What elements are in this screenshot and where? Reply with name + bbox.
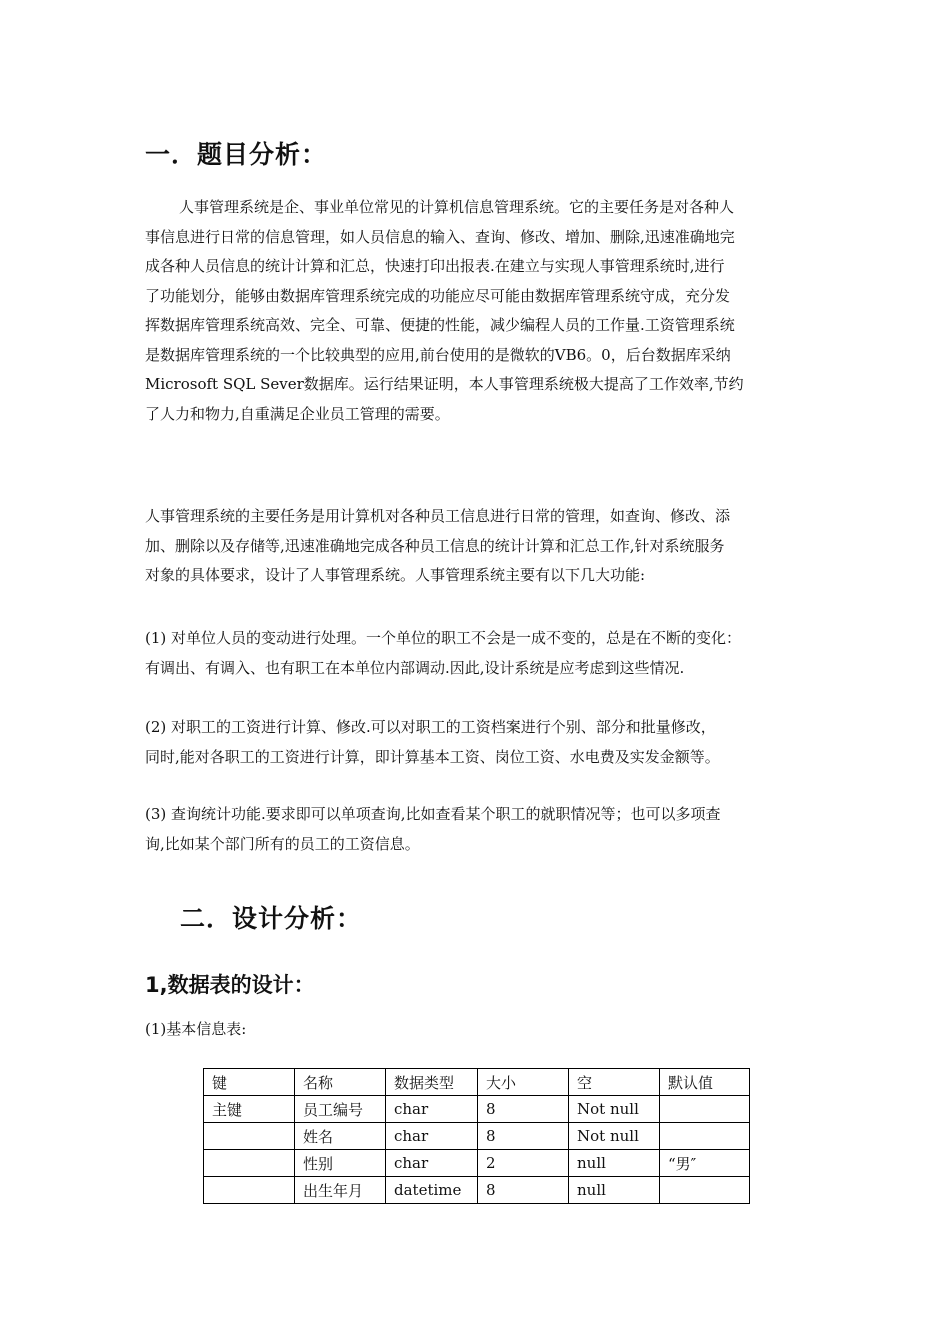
text-line: (1) 对单位人员的变动进行处理。一个单位的职工不会是一成不变的，总是在不断的变化： [145,629,742,647]
header-cell: 名称 [295,1069,386,1096]
text-line: 对象的具体要求，设计了人事管理系统。人事管理系统主要有以下几大功能: [145,566,646,584]
table-row [204,1177,750,1204]
text-line: 同时,能对各职工的工资进行计算，即计算基本工资、岗位工资、水电费及实发金额等。 [145,747,720,766]
section-1-heading: 一．题目分析： [145,140,328,169]
text-line: 是数据库管理系统的一个比较典型的应用,前台使用的是微软的VB6。0，后台数据库采纳 [145,345,731,364]
list-item-3 [145,800,825,859]
text-line: 事信息进行日常的信息管理，如人员信息的输入、查询、修改、增加、删除,迅速准确地完 [145,227,735,246]
header-cell: 键 [204,1069,295,1096]
text-line: 有调出、有调入、也有职工在本单位内部调动.因此,设计系统是应考虑到这些情况. [145,658,685,677]
table-cell: 2 [478,1150,569,1177]
table-cell [660,1096,750,1123]
table-cell: “男″ [660,1150,750,1177]
table-cell: 8 [478,1177,569,1204]
table-cell: char [386,1123,478,1150]
table-cell: 8 [478,1123,569,1150]
table-cell: null [569,1150,660,1177]
table-cell: 8 [478,1096,569,1123]
subsection-heading: 1,数据表的设计： [145,973,315,997]
text-line: 人事管理系统是企、事业单位常见的计算机信息管理系统。它的主要任务是对各种人 [179,198,735,216]
list-item-2 [145,713,825,772]
text-line: 加、删除以及存储等,迅速准确地完成各种员工信息的统计计算和汇总工作,针对系统服务 [145,536,725,555]
table-cell: 员工编号 [295,1096,386,1123]
table-cell: 主键 [204,1096,295,1123]
table-cell: 性别 [295,1150,386,1177]
header-cell: 默认值 [660,1069,750,1096]
table-cell [204,1123,295,1150]
table-cell: null [569,1177,660,1204]
text-line: (2) 对职工的工资进行计算、修改.可以对职工的工资档案进行个别、部分和批量修改， [145,718,716,736]
text-line: 询,比如某个部门所有的员工的工资信息。 [145,834,420,853]
table-cell: char [386,1096,478,1123]
table-cell [204,1150,295,1177]
table-cell [660,1177,750,1204]
table-row [204,1096,750,1123]
section-2-heading: 二．设计分析： [180,904,363,933]
text-line: 成各种人员信息的统计计算和汇总，快速打印出报表.在建立与实现人事管理系统时,进行 [145,257,725,275]
header-cell: 大小 [478,1069,569,1096]
table-cell: Not null [569,1123,660,1150]
text-line: 挥数据库管理系统高效、完全、可靠、便捷的性能，减少编程人员的工作量.工资管理系统 [145,316,735,334]
table-cell [660,1123,750,1150]
table-cell: 出生年月 [295,1177,386,1204]
table-cell: Not null [569,1096,660,1123]
table-cell: datetime [386,1177,478,1204]
table-cell: char [386,1150,478,1177]
text-line: Microsoft SQL Sever数据库。运行结果证明，本人事管理系统极大提高了工作效率,节约 [145,375,744,393]
paragraph-tasks [145,502,825,591]
table-row [204,1150,750,1177]
text-line: (3) 查询统计功能.要求即可以单项查询,比如查看某个职工的就职情况等；也可以多项查 [145,805,721,823]
basic-info-table [203,1068,750,1204]
header-cell: 数据类型 [386,1069,478,1096]
table-caption: (1)基本信息表: [145,1020,247,1038]
table-cell: 姓名 [295,1123,386,1150]
table-row [204,1123,750,1150]
text-line: 人事管理系统的主要任务是用计算机对各种员工信息进行日常的管理，如查询、修改、添 [145,507,731,525]
text-line: 了人力和物力,自重满足企业员工管理的需要。 [145,404,450,423]
text-line: 了功能划分，能够由数据库管理系统完成的功能应尽可能由数据库管理系统守成，充分发 [145,286,731,305]
header-cell: 空 [569,1069,660,1096]
list-item-1 [145,624,825,683]
table-header-row [204,1069,750,1096]
table-cell [204,1177,295,1204]
paragraph-intro [145,193,825,429]
